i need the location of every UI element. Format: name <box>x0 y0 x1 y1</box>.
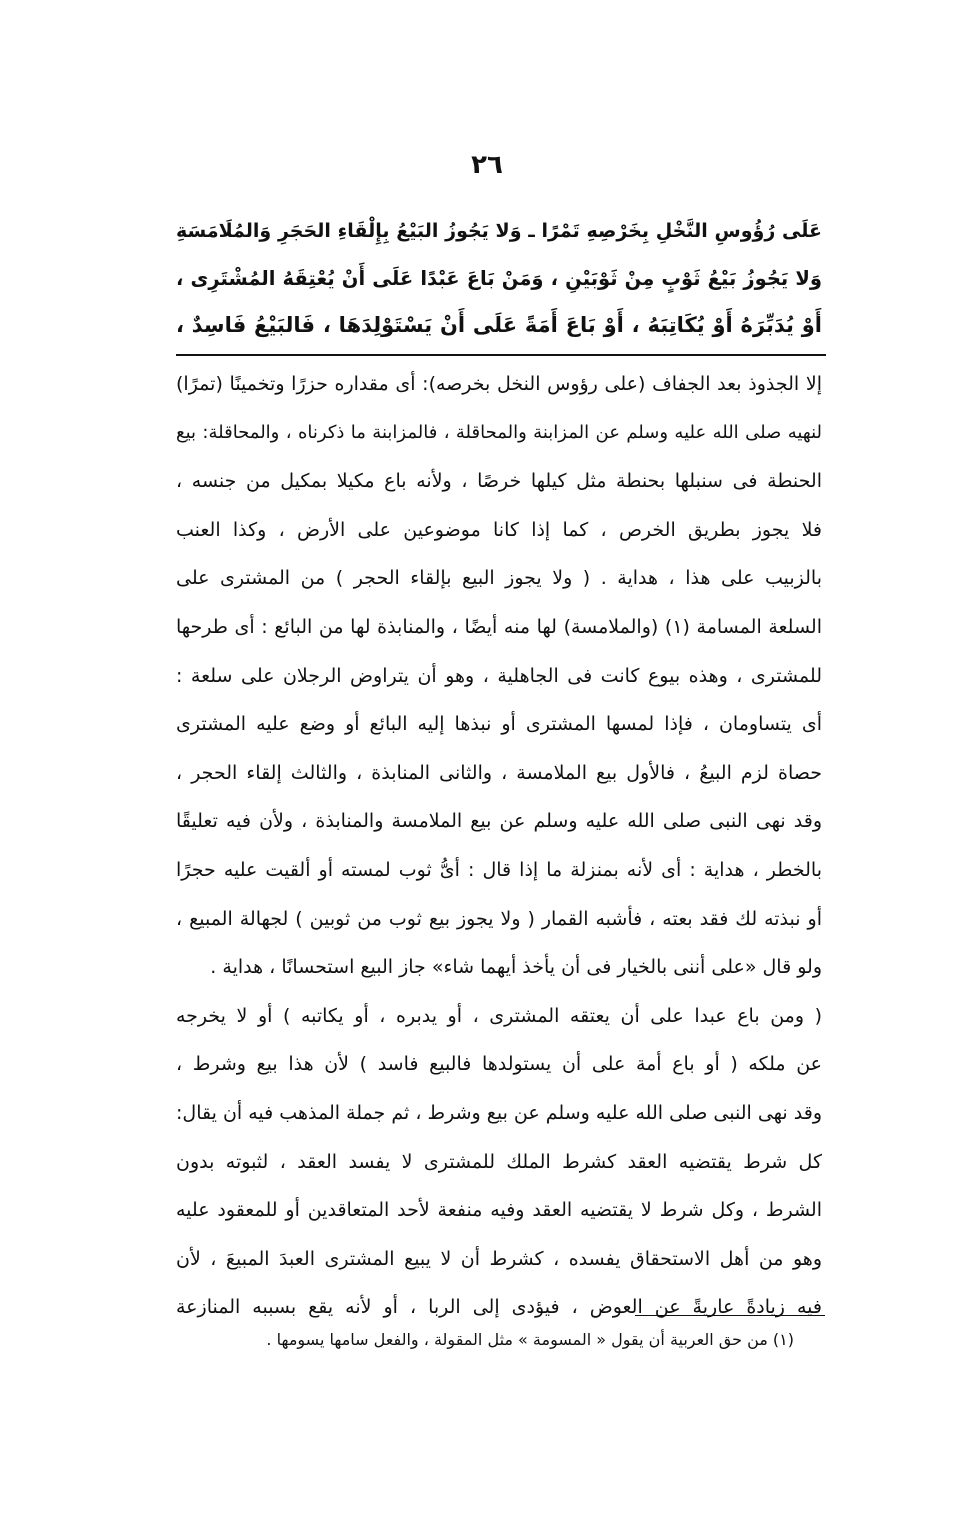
sharh-line: وقد نهى النبى صلى الله عليه وسلم عن بيع الملامسة والمنابذة ، ولأن فيه تعليقًا <box>176 810 822 833</box>
sharh-line: بالزبيب على هذا ، هداية . ( ولا يجوز البيع بإلقاء الحجر ) من المشترى على <box>176 567 822 590</box>
sharh-line: أى يتساومان ، فإذا لمسها المشترى أو نبذها إليه البائع أو وضع عليه المشترى <box>176 713 822 736</box>
sharh-line: كل شرط يقتضيه العقد كشرط الملك للمشترى لا يفسد العقد ، لثبوته بدون <box>176 1150 822 1173</box>
sharh-line: لنهيه صلى الله عليه وسلم عن المزابنة والمحاقلة ، فالمزابنة ما ذكرناه ، والمحاقلة: بيع <box>176 421 822 443</box>
footnote-text: (١) من حق العربية أن يقول « المسومة » مثل المقولة ، والفعل سامها يسومها . <box>266 1330 794 1349</box>
sharh-line: أو نبذته لك فقد بعته ، فأشبه القمار ( ولا يجوز بيع ثوب من ثوبين ) لجهالة المبيع ، <box>176 907 822 930</box>
sharh-line: ولو قال «على أننى بالخيار فى أن يأخذ أيهما شاء» جاز البيع استحسانًا ، هداية . <box>210 956 822 979</box>
page-number: ٢٦ <box>471 150 503 180</box>
sharh-line: السلعة المسامة (١) (والملامسة) لها منه أيضًا ، والمنابذة لها من البائع : أى طرحها <box>176 615 822 638</box>
sharh-line: فلا يجوز بطريق الخرص ، كما إذا كانا موضوعين على الأرض ، وكذا العنب <box>176 518 822 541</box>
sharh-line: وقد نهى النبى صلى الله عليه وسلم عن بيع وشرط ، ثم جملة المذهب فيه أن يقال: <box>176 1101 822 1124</box>
sharh-line: وهو من أهل الاستحقاق يفسده ، كشرط أن لا يبيع المشترى العبدَ المبيعَ ، لأن <box>176 1247 822 1270</box>
matn-text-block <box>176 208 822 349</box>
sharh-line: إلا الجذوذ بعد الجفاف (على رؤوس النخل بخرصه): أى مقداره حزرًا وتخمينًا (تمرًا) <box>176 373 822 395</box>
sharh-line: بالخطر ، هداية : أى لأنه بمنزلة ما إذا قال : أىُّ ثوب لمسته أو ألقيت عليه حجرًا <box>176 858 822 881</box>
footnote-block <box>176 1322 822 1358</box>
sharh-line: عن ملكه ( أو باع أمة على أن يستولدها فالبيع فاسد ) لأن هذا بيع وشرط ، <box>176 1053 822 1076</box>
footnote-divider <box>635 1315 825 1316</box>
matn-line: عَلَى رُؤُوسِ النَّخْلِ بِخَرْصِهِ تَمْرًا ـ وَلا يَجُوزُ البَيْعُ بِإِلْقَاءِ الحَجَرِ وَالمُلَامَسَةِ <box>176 220 822 242</box>
matn-divider <box>176 354 826 356</box>
sharh-line: حصاة لزم البيعُ ، فالأول بيع الملامسة ، والثانى المنابذة ، والثالث إلقاء الحجر ، <box>176 761 822 784</box>
matn-line: أَوْ يُدَبِّرَهُ أَوْ يُكَاتِبَهُ ، أَوْ بَاعَ أَمَةً عَلَى أَنْ يَسْتَوْلِدَهَا ، فَالبَيْعُ فَاسِدٌ ، <box>176 313 822 337</box>
sharh-line: فيه زيادةً عاريةً عن العوض ، فيؤدى إلى الربا ، أو لأنه يقع بسببه المنازعة <box>176 1296 822 1319</box>
sharh-line: ( ومن باع عبدا على أن يعتقه المشترى ، أو يدبره ، أو يكاتبه ) أو لا يخرجه <box>176 1004 822 1027</box>
sharh-line: الحنطة فى سنبلها بحنطة مثل كيلها خرصًا ، ولأنه باع مكيلا بمكيل من جنسه ، <box>176 470 822 493</box>
sharh-line: الشرط ، وكل شرط لا يقتضيه العقد وفيه منفعة لأحد المتعاقدين أو للمعقود عليه <box>176 1199 822 1222</box>
matn-line: وَلا يَجُوزُ بَيْعُ ثَوْبٍ مِنْ ثَوْبَيْنِ ، وَمَنْ بَاعَ عَبْدًا عَلَى أَنْ يُعْتِقَهُ المُشْتَرِى ، <box>176 267 822 290</box>
sharh-line: للمشترى ، وهذه بيوع كانت فى الجاهلية ، وهو أن يتراوض الرجلان على سلعة : <box>176 664 822 687</box>
sharh-text-block <box>176 360 822 1332</box>
